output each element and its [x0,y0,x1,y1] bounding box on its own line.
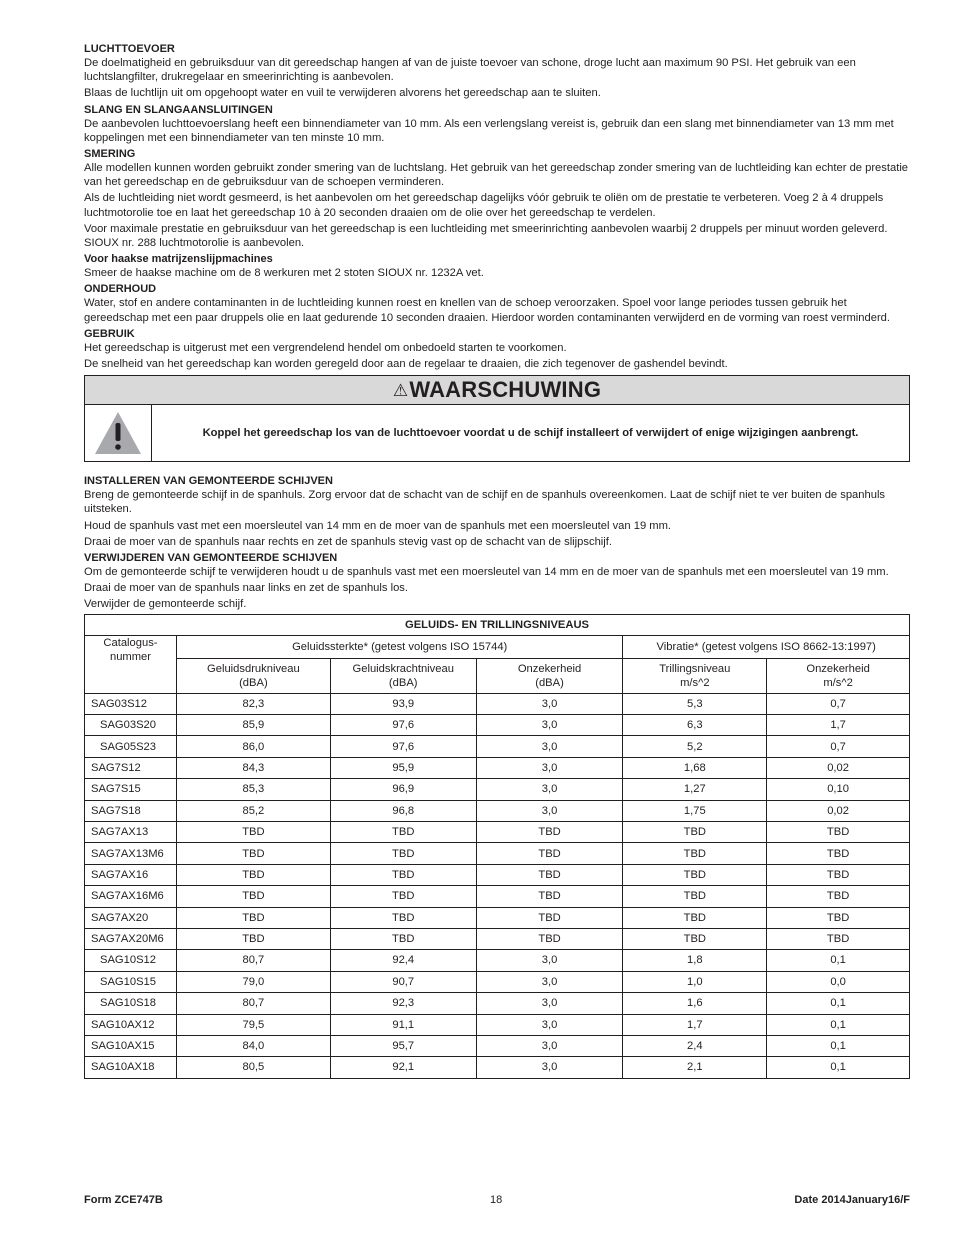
value-cell: TBD [476,928,623,949]
section-heading: SMERING [84,148,136,161]
paragraph: De aanbevolen luchttoevoerslang heeft een binnendiameter van 10 mm. Als een verlengslang vereist is, gebruik dan een slang met binnendiameter van 13 mm met koppelingen met een binnendiameter van ten minste 10 mm. [84,117,894,144]
vibration-group-header: Vibratie* (getest volgens ISO 8662-13:1997) [623,635,910,658]
table-row [85,886,910,907]
table-row [85,1057,910,1078]
paragraph: Houd de spanhuls vast met een moersleutel van 14 mm en de moer van de spanhuls met een moersleutel van 19 mm. [84,519,672,532]
paragraph: Draai de moer van de spanhuls naar links en zet de spanhuls los. [84,582,409,595]
value-cell: 86,0 [176,736,330,757]
column-header [623,658,767,693]
value-cell: TBD [767,864,910,885]
value-cell: 0,10 [767,779,910,800]
value-cell: TBD [623,886,767,907]
paragraph: De snelheid van het gereedschap kan worden geregeld door aan de regelaar te draaien, die zich tegenover de gashendel bevindt. [84,358,728,371]
header-line: Catalogus- [103,636,158,649]
paragraph: Als de luchtleiding niet wordt gesmeerd, is het aanbevolen om het gereedschap dagelijks vóór gebruik te oliën om de prestatie te verbeteren. Voeg 2 à 4 druppels luchtmotorolie toe en laat het gereedschap 10 à 20 seconden draaien om de olie over het gereedschap te verdelen. [84,192,884,219]
value-cell: 3,0 [476,1035,623,1056]
value-cell: 3,0 [476,693,623,714]
value-cell: 93,9 [330,693,476,714]
value-cell: 3,0 [476,779,623,800]
form-number: Form ZCE747B [84,1194,163,1206]
paragraph: Om de gemonteerde schijf te verwijderen houdt u de spanhuls vast met een moersleutel van 14 mm en de moer van de spanhuls met een moersleutel van 19 mm. [84,566,889,579]
section [84,147,910,250]
catalog-header [85,635,177,693]
header-line: Geluidsdrukniveau [207,662,300,675]
value-cell: TBD [767,822,910,843]
section [84,103,910,145]
value-cell: 1,7 [623,1014,767,1035]
value-cell: 6,3 [623,715,767,736]
catalog-number-cell: SAG03S20 [85,715,177,736]
header-line: Trillingsniveau [659,662,731,675]
header-line: (dBA) [535,676,564,689]
section [84,282,910,324]
header-line: (dBA) [239,676,268,689]
catalog-number-cell: SAG7AX13 [85,822,177,843]
value-cell: 3,0 [476,971,623,992]
footer-date: Date 2014January16/F [794,1194,910,1206]
value-cell: 3,0 [476,950,623,971]
catalog-number-cell: SAG7AX20 [85,907,177,928]
warning-header [85,376,909,405]
value-cell: 0,0 [767,971,910,992]
value-cell: 1,27 [623,779,767,800]
catalog-number-cell: SAG05S23 [85,736,177,757]
value-cell: 91,1 [330,1014,476,1035]
value-cell: 97,6 [330,715,476,736]
table-row [85,800,910,821]
warning-title: WAARSCHUWING [409,377,602,403]
value-cell: TBD [330,864,476,885]
catalog-number-cell: SAG7AX16 [85,864,177,885]
value-cell: 0,1 [767,1057,910,1078]
section [84,551,910,612]
table-row [85,950,910,971]
section-heading: INSTALLEREN VAN GEMONTEERDE SCHIJVEN [84,475,333,488]
catalog-number-cell: SAG7AX20M6 [85,928,177,949]
value-cell: TBD [476,822,623,843]
header-line: m/s^2 [680,676,710,689]
table-row [85,736,910,757]
sections-top [84,42,910,371]
value-cell: 92,1 [330,1057,476,1078]
exclamation-triangle-icon [85,405,152,461]
section [84,252,910,280]
paragraph: Blaas de luchtlijn uit om opgehoopt water en vuil te verwijderen alvorens het gereedschap aan te sluiten. [84,87,601,100]
value-cell: TBD [476,907,623,928]
value-cell: 80,5 [176,1057,330,1078]
section-heading: SLANG EN SLANGAANSLUITINGEN [84,103,273,116]
table-row [85,1035,910,1056]
column-header [176,658,330,693]
paragraph: De doelmatigheid en gebruiksduur van dit gereedschap hangen af van de juiste toevoer van schone, droge lucht aan maximum 90 PSI. Het gebruik van een luchtslangfilter, drukregelaar en smeerinrichting is aanbevolen. [84,57,856,84]
value-cell: TBD [330,843,476,864]
value-cell: 0,1 [767,950,910,971]
value-cell: 1,7 [767,715,910,736]
value-cell: TBD [767,928,910,949]
paragraph: Draai de moer van de spanhuls naar rechts en zet de spanhuls stevig vast op de schacht van de slijpschijf. [84,535,612,548]
catalog-number-cell: SAG10S12 [85,950,177,971]
value-cell: 0,1 [767,993,910,1014]
section [84,42,910,101]
value-cell: 92,4 [330,950,476,971]
value-cell: TBD [330,928,476,949]
paragraph: Water, stof en andere contaminanten in de luchtleiding kunnen roest en knellen van de schoep veroorzaken. Spoel voor lange periodes tussen gebruik het gereedschap met een paar druppels olie en laat gedurende 10 seconden draaien. Hierdoor worden contaminanten verwijderd en de vorming van roest verminderd. [84,297,890,324]
value-cell: TBD [176,864,330,885]
value-cell: 3,0 [476,993,623,1014]
table-row [85,971,910,992]
value-cell: TBD [767,907,910,928]
value-cell: 1,68 [623,757,767,778]
section-heading: LUCHTTOEVOER [84,43,175,55]
value-cell: 80,7 [176,993,330,1014]
value-cell: 85,2 [176,800,330,821]
value-cell: TBD [476,886,623,907]
value-cell: TBD [623,822,767,843]
header-line: Geluidskrachtniveau [352,662,454,675]
value-cell: 3,0 [476,736,623,757]
section-heading: VERWIJDEREN VAN GEMONTEERDE SCHIJVEN [84,552,338,565]
value-cell: TBD [767,843,910,864]
value-cell: TBD [767,886,910,907]
noise-vibration-table [84,614,910,1079]
value-cell: 3,0 [476,757,623,778]
catalog-number-cell: SAG10S15 [85,971,177,992]
header-line: Onzekerheid [517,662,582,675]
paragraph: Alle modellen kunnen worden gebruikt zonder smering van de luchtslang. Het gebruik van het gereedschap zonder smering van de luchtleiding kan echter de prestatie van het gereedschap en de gebruiksduur van de schoepen verminderen. [84,162,909,189]
value-cell: 95,7 [330,1035,476,1056]
value-cell: 84,3 [176,757,330,778]
paragraph: Breng de gemonteerde schijf in de spanhuls. Zorg ervoor dat de schacht van de schijf en de spanhuls overeenkomen. Laat de schijf niet te ver buiten de spanhuls uitsteken. [84,489,886,516]
value-cell: 85,3 [176,779,330,800]
value-cell: 0,7 [767,693,910,714]
catalog-number-cell: SAG7AX16M6 [85,886,177,907]
catalog-number-cell: SAG7S18 [85,800,177,821]
value-cell: 3,0 [476,800,623,821]
value-cell: 92,3 [330,993,476,1014]
section-heading: ONDERHOUD [84,283,157,296]
value-cell: TBD [623,928,767,949]
value-cell: 95,9 [330,757,476,778]
section [84,474,910,549]
value-cell: 0,7 [767,736,910,757]
value-cell: TBD [623,907,767,928]
value-cell: 80,7 [176,950,330,971]
section-heading: GEBRUIK [84,327,135,340]
catalog-number-cell: SAG10S18 [85,993,177,1014]
value-cell: 1,0 [623,971,767,992]
header-line: (dBA) [388,676,418,689]
warning-box [84,375,910,462]
catalog-number-cell: SAG10AX12 [85,1014,177,1035]
catalog-number-cell: SAG10AX18 [85,1057,177,1078]
section-heading: Voor haakse matrijzenslijpmachines [84,253,273,266]
value-cell: TBD [176,928,330,949]
table-row [85,907,910,928]
table-row [85,993,910,1014]
paragraph: Smeer de haakse machine om de 8 werkuren met 2 stoten SIOUX nr. 1232A vet. [84,267,484,280]
value-cell: TBD [476,864,623,885]
value-cell: TBD [176,886,330,907]
value-cell: 5,3 [623,693,767,714]
table-row [85,822,910,843]
value-cell: 97,6 [330,736,476,757]
header-line: nummer [109,650,151,663]
catalog-number-cell: SAG03S12 [85,693,177,714]
value-cell: TBD [623,864,767,885]
paragraph: Verwijder de gemonteerde schijf. [84,598,247,611]
value-cell: 85,9 [176,715,330,736]
catalog-number-cell: SAG7S15 [85,779,177,800]
table-row [85,779,910,800]
value-cell: 2,1 [623,1057,767,1078]
value-cell: 0,1 [767,1014,910,1035]
value-cell: 1,75 [623,800,767,821]
column-header [476,658,623,693]
value-cell: 96,8 [330,800,476,821]
page-content [84,42,910,1079]
value-cell: TBD [330,886,476,907]
warning-triangle-icon: ⚠ [392,381,409,401]
value-cell: 82,3 [176,693,330,714]
value-cell: 5,2 [623,736,767,757]
value-cell: TBD [176,822,330,843]
table-row [85,928,910,949]
value-cell: 2,4 [623,1035,767,1056]
value-cell: TBD [476,843,623,864]
value-cell: 84,0 [176,1035,330,1056]
page-number: 18 [490,1194,503,1206]
warning-text: Koppel het gereedschap los van de luchttoevoer voordat u de schijf installeert of verwijdert of enige wijzigingen aanbrengt. [202,427,859,440]
value-cell: TBD [176,843,330,864]
value-cell: 96,9 [330,779,476,800]
value-cell: 0,02 [767,757,910,778]
column-header [330,658,476,693]
value-cell: 79,0 [176,971,330,992]
table-row [85,693,910,714]
value-cell: TBD [330,907,476,928]
header-line: Onzekerheid [806,662,870,675]
sections-bottom [84,474,910,611]
header-line: m/s^2 [823,676,853,689]
catalog-number-cell: SAG10AX15 [85,1035,177,1056]
table-row [85,1014,910,1035]
paragraph: Het gereedschap is uitgerust met een vergrendelend hendel om onbedoeld starten te voorkomen. [84,341,567,354]
value-cell: TBD [330,822,476,843]
value-cell: 1,8 [623,950,767,971]
column-header [767,658,910,693]
table-row [85,864,910,885]
catalog-number-cell: SAG7AX13M6 [85,843,177,864]
value-cell: 90,7 [330,971,476,992]
value-cell: 0,02 [767,800,910,821]
sound-group-header: Geluidssterkte* (getest volgens ISO 15744) [176,635,622,658]
value-cell: 0,1 [767,1035,910,1056]
table-title: GELUIDS- EN TRILLINGSNIVEAUS [85,614,910,635]
table-row [85,843,910,864]
value-cell: 1,6 [623,993,767,1014]
paragraph: Voor maximale prestatie en gebruiksduur van het gereedschap is een luchtleiding met smeerinrichting aanbevolen waarbij 2 druppels per minuut worden geleverd. SIOUX nr. 288 luchtmotorolie is aanbevolen. [84,222,888,250]
value-cell: 3,0 [476,715,623,736]
table-row [85,757,910,778]
value-cell: 3,0 [476,1014,623,1035]
table-row [85,715,910,736]
catalog-number-cell: SAG7S12 [85,757,177,778]
value-cell: TBD [176,907,330,928]
section [84,327,910,371]
value-cell: 3,0 [476,1057,623,1078]
value-cell: 79,5 [176,1014,330,1035]
value-cell: TBD [623,843,767,864]
